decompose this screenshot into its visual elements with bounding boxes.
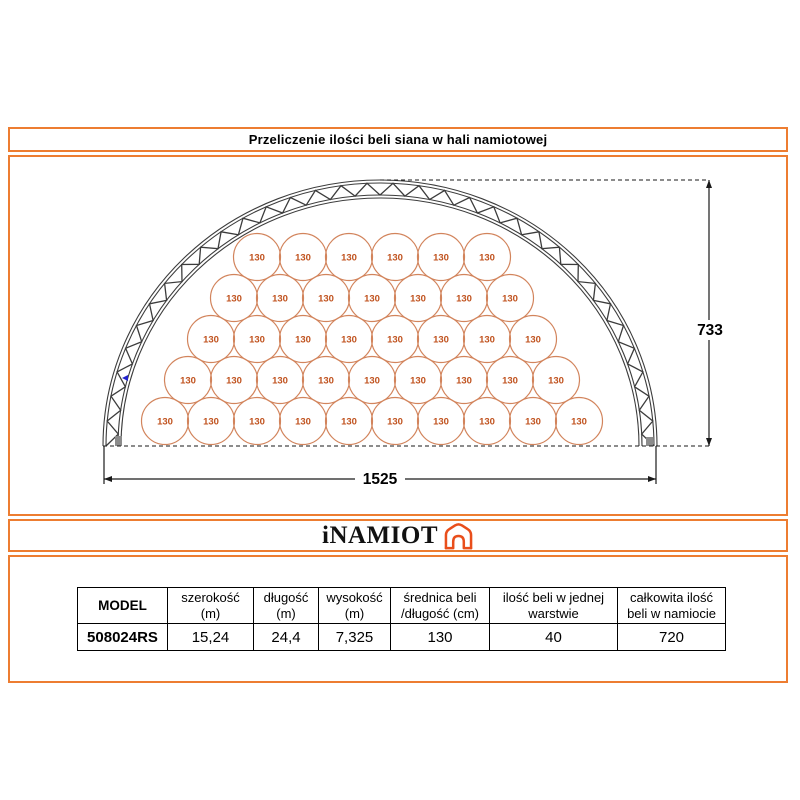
hay-bale-label: 130 [433, 252, 449, 264]
page-title: Przeliczenie ilości beli siana w hali namiotowej [248, 132, 548, 147]
table-header-row [78, 588, 726, 624]
hay-bale-label: 130 [341, 334, 357, 346]
hay-bale-label: 130 [272, 375, 288, 387]
hay-bale-label: 130 [249, 252, 265, 264]
hay-bale-label: 130 [387, 416, 403, 428]
height-arrow-top [706, 180, 712, 188]
hay-bale-label: 130 [364, 293, 380, 305]
width-arrow-left [104, 476, 112, 482]
hay-bale-label: 130 [479, 416, 495, 428]
hay-bale-label: 130 [341, 416, 357, 428]
hay-bale-label: 130 [525, 416, 541, 428]
hay-bale-label: 130 [226, 375, 242, 387]
column-header-0: MODEL [78, 588, 168, 624]
hay-bale-label: 130 [318, 375, 334, 387]
dome-diagram-svg [10, 157, 786, 514]
logo-bar [8, 519, 788, 552]
table-cell-2: 24,4 [254, 624, 319, 651]
table-cell-5: 40 [490, 624, 618, 651]
hay-bale-label: 130 [410, 293, 426, 305]
column-header-2: długość (m) [254, 588, 319, 624]
hay-bale-label: 130 [318, 293, 334, 305]
hay-bale-label: 130 [203, 334, 219, 346]
hay-bale-label: 130 [295, 334, 311, 346]
column-header-1: szerokość (m) [168, 588, 254, 624]
hay-bale-label: 130 [456, 293, 472, 305]
hay-bale-label: 130 [387, 252, 403, 264]
hay-bale-label: 130 [525, 334, 541, 346]
blue-mark [122, 375, 128, 381]
hay-bale-label: 130 [295, 416, 311, 428]
column-header-5: ilość beli w jednej warstwie [490, 588, 618, 624]
hay-bale-label: 130 [502, 293, 518, 305]
height-dimension-label: 733 [697, 322, 723, 339]
column-header-4: średnica beli /długość (cm) [391, 588, 490, 624]
truss-foot-left [115, 436, 122, 446]
spec-table [77, 587, 726, 651]
width-arrow-right [648, 476, 656, 482]
brand-logo-text: iNAMIOT [322, 522, 438, 549]
height-arrow-bottom [706, 438, 712, 446]
hay-bale-label: 130 [203, 416, 219, 428]
hay-bale-label: 130 [433, 416, 449, 428]
hay-bale-label: 130 [180, 375, 196, 387]
table-row [78, 624, 726, 651]
hay-bale-label: 130 [548, 375, 564, 387]
table-cell-4: 130 [391, 624, 490, 651]
tent-icon [443, 522, 474, 550]
hay-bale-label: 130 [502, 375, 518, 387]
hay-bale-label: 130 [226, 293, 242, 305]
hay-bale-label: 130 [479, 252, 495, 264]
column-header-6: całkowita ilość beli w namiocie [618, 588, 726, 624]
hay-bale-label: 130 [249, 416, 265, 428]
table-cell-0: 508024RS [78, 624, 168, 651]
column-header-3: wysokość (m) [319, 588, 391, 624]
hay-bale-label: 130 [410, 375, 426, 387]
hay-bale-label: 130 [295, 252, 311, 264]
table-cell-1: 15,24 [168, 624, 254, 651]
title-bar [8, 127, 788, 152]
hay-bale-label: 130 [272, 293, 288, 305]
hay-bale-label: 130 [364, 375, 380, 387]
hay-bale-label: 130 [433, 334, 449, 346]
hay-bale-label: 130 [479, 334, 495, 346]
table-cell-3: 7,325 [319, 624, 391, 651]
hay-bale-label: 130 [249, 334, 265, 346]
hay-bale-label: 130 [571, 416, 587, 428]
hay-bale-label: 130 [341, 252, 357, 264]
spec-table-panel [8, 555, 788, 683]
dome-diagram-panel [8, 155, 788, 516]
hay-bale-label: 130 [387, 334, 403, 346]
width-dimension-label: 1525 [362, 471, 398, 488]
hay-bale-label: 130 [157, 416, 173, 428]
truss-foot-right [646, 437, 653, 446]
table-cell-6: 720 [618, 624, 726, 651]
hay-bale-label: 130 [456, 375, 472, 387]
